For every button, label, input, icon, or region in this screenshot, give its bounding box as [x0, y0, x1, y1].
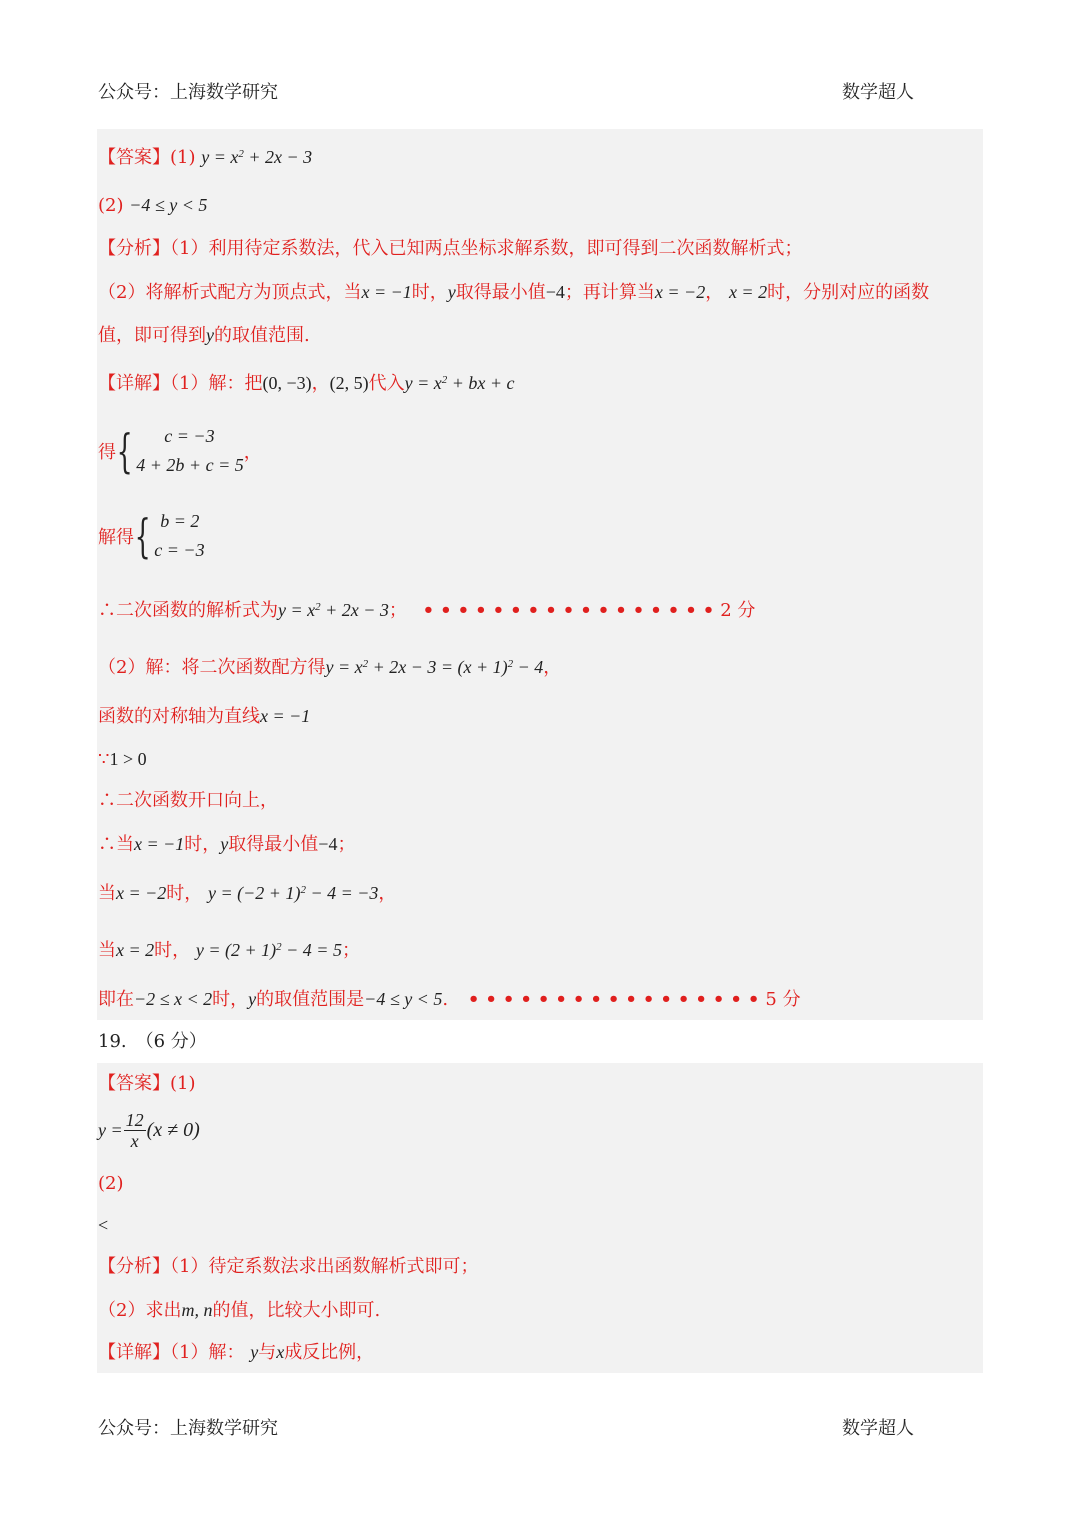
fraction: $\frac{12}{x}$ — [125, 1110, 144, 1151]
q19-answer-formula: y = $\frac{12}{x}$ (x ≠ 0) — [98, 1110, 200, 1151]
analysis-tag: 【分析】 — [98, 1256, 170, 1277]
q19-answer-line-1: 【答案】(1) — [98, 1073, 196, 1094]
q18-detail-line-1: 【详解】（1）解：把(0, −3)，(2, 5)代入$y = x^2$ + bx + c — [98, 373, 515, 394]
analysis-tag: 【分析】 — [98, 238, 170, 259]
q18-part2-line: （2）解：将二次函数配方得$y = x^2 + 2x - 3 = (x + 1)^2 - 4$， — [98, 657, 562, 678]
score-dots: ••••••••••••••••• — [422, 600, 721, 621]
system-brace-1: { c = −3 4 + 2b + c = 5 — [116, 424, 244, 478]
q19-heading: 19. （6 分） — [98, 1031, 207, 1052]
detail-tag: 【详解】 — [98, 373, 170, 394]
q18-answer-line-2: (2) −4 ≤ y < 5 — [98, 195, 208, 216]
answer-tag: 【答案】 — [98, 147, 170, 168]
q18-opens-line: ∴二次函数开口向上， — [98, 790, 278, 811]
q18-analysis-line-1: 【分析】（1）利用待定系数法，代入已知两点坐标求解系数，即可得到二次函数解析式； — [98, 238, 803, 259]
score-dots-2: ••••••••••••••••• — [467, 989, 766, 1010]
score-5: 5 分 — [765, 989, 801, 1010]
q18-analysis-line-2: （2）将解析式配方为顶点式，当x = −1时，y取得最小值−4；再计算当x = −2， x = 2时，分别对应的函数 — [98, 282, 930, 303]
q19-analysis-line-2: （2）求出m, n的值，比较大小即可. — [98, 1300, 381, 1321]
q18-because-line: ∵1 > 0 — [98, 749, 147, 770]
q18-equation-system-1: 得{ c = −3 4 + 2b + c = 5 ， — [98, 424, 262, 478]
q18-when-2-line: 当x = 2时， $y = (2 + 1)^2 - 4 = 5$； — [98, 940, 360, 961]
answer-1-formula: $y = x^2 + 2x - 3$ — [201, 147, 313, 167]
answer-tag: 【答案】 — [98, 1073, 170, 1094]
q19-solution-block — [97, 1063, 983, 1373]
score-2: 2 分 — [720, 600, 756, 621]
q19-analysis-line-1: 【分析】（1）待定系数法求出函数解析式即可； — [98, 1256, 479, 1277]
header-left: 公众号：上海数学研究 — [98, 82, 278, 103]
system-brace-2: { b = 2 c = −3 — [134, 509, 205, 563]
q18-conclusion-line: ∴二次函数的解析式为$y = x^2 + 2x - 3$； •••••••••••••••••2 分 — [98, 600, 756, 621]
q18-answer-line-1: 【答案】(1) $y = x^2 + 2x - 3$ — [98, 147, 313, 168]
q18-axis-line: 函数的对称轴为直线x = −1 — [98, 706, 311, 727]
answer-2-formula: −4 ≤ y < 5 — [129, 195, 208, 215]
q19-answer-line-2: (2) — [98, 1173, 124, 1194]
q18-final-line: 即在−2 ≤ x < 2时，y的取值范围是−4 ≤ y < 5. •••••••••••••••••5 分 — [98, 989, 801, 1010]
page-footer — [0, 1414, 1080, 1444]
footer-left: 公众号：上海数学研究 — [98, 1418, 278, 1439]
q18-when-minus2-line: 当x = −2时， $y = (-2 + 1)^2 - 4 = -3$， — [98, 883, 397, 904]
q19-detail-line-1: 【详解】（1）解： y与x成反比例， — [98, 1342, 375, 1363]
page-header — [0, 78, 1080, 108]
detail-tag: 【详解】 — [98, 1342, 170, 1363]
detail-formula: $y = x^2$ + bx + c — [404, 373, 515, 393]
q18-equation-system-2: 解得{ b = 2 c = −3 — [98, 509, 205, 563]
q18-min-line: ∴当x = −1时，y取得最小值−4； — [98, 834, 356, 855]
q18-analysis-line-3: 值，即可得到y的取值范围. — [98, 325, 310, 346]
header-right: 数学超人 — [842, 82, 914, 103]
q19-answer-2-value: < — [98, 1215, 109, 1235]
footer-right: 数学超人 — [842, 1418, 914, 1439]
